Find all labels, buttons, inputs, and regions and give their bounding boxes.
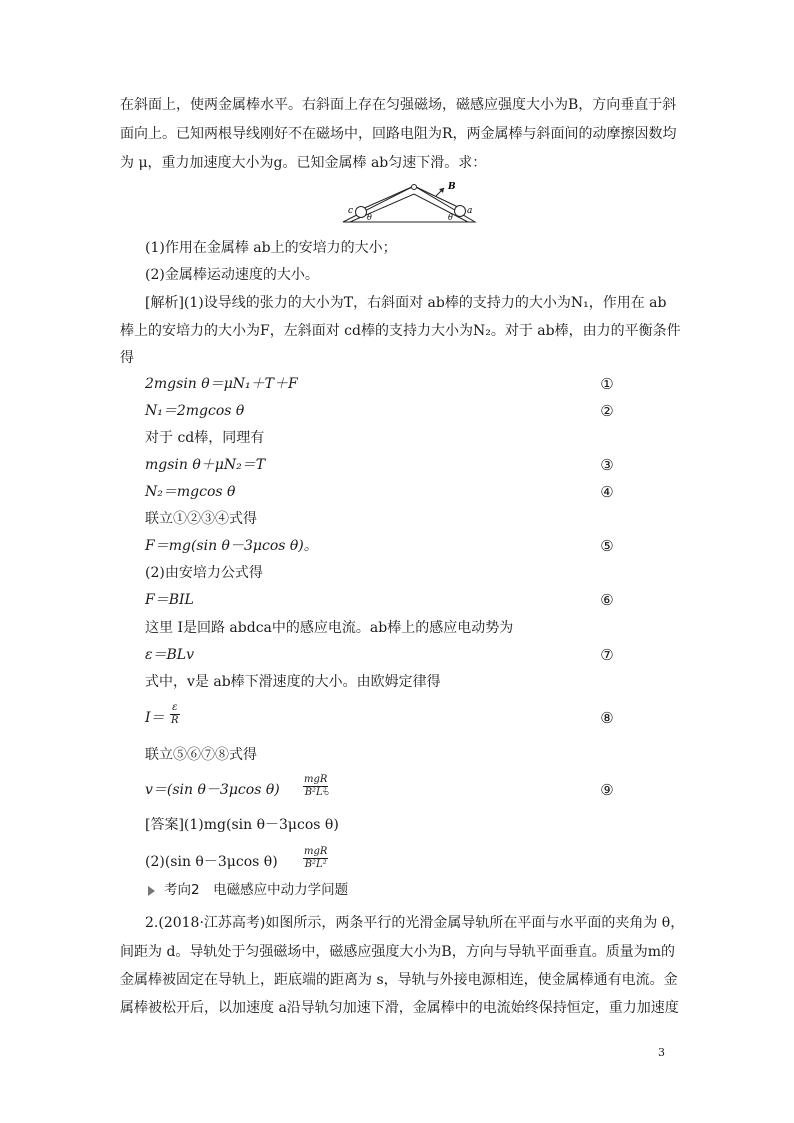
equation-8-lhs: I＝	[145, 710, 165, 726]
label-theta-left: θ	[367, 213, 372, 222]
analysis-line-2: 棒上的安培力的大小为F，左斜面对 cd棒的支持力大小为N₂。对于 ab棒，由力的平衡条件	[120, 323, 681, 339]
label-theta-right: θ	[448, 213, 453, 222]
equation-4: N₂＝mgcos θ	[145, 484, 236, 500]
marker-6: ⑥	[600, 591, 614, 609]
marker-9: ⑨	[600, 781, 614, 799]
equation-2: N₁＝2mgcos θ	[145, 403, 245, 419]
incline-diagram	[340, 176, 480, 228]
question-1: (1)作用在金属棒 ab上的安培力的大小；	[145, 240, 397, 256]
answer-denominator: B²L²	[304, 859, 327, 870]
label-B: B	[448, 182, 456, 192]
page-number: 3	[658, 1046, 665, 1059]
problem2-line-1: 2.(2018·江苏高考)如图所示，两条平行的光滑金属导轨所在平面与水平面的夹角为 θ，	[145, 915, 685, 931]
section-arrow-icon	[148, 886, 155, 896]
marker-7: ⑦	[600, 646, 614, 664]
problem2-line-3: 金属棒被固定在导轨上，距底端的距离为 s，导轨与外接电源相连，使金属棒通有电流。金	[120, 972, 678, 988]
equation-6: F＝BIL	[145, 592, 194, 608]
rod-cd	[356, 207, 367, 218]
intro-line-2: 面向上。已知两根导线刚好不在磁场中，回路电阻为R，两金属棒与斜面间的动摩擦因数均	[120, 126, 677, 142]
text-combine-1: 联立①②③④式得	[145, 511, 257, 527]
text-speed: 式中，v是 ab棒下滑速度的大小。由欧姆定律得	[145, 674, 441, 690]
equation-9-lhs: v＝(sin θ－3μcos θ)	[145, 782, 280, 798]
equation-9-denominator: B²L²	[304, 787, 327, 798]
intro-line-3: 为 μ，重力加速度大小为g。已知金属棒 ab匀速下滑。求：	[120, 155, 487, 171]
equation-8-numerator: ε	[170, 702, 180, 715]
answer-line-1: [答案](1)mg(sin θ－3μcos θ)	[145, 817, 339, 833]
section-title: 考向2 电磁感应中动力学问题	[164, 882, 349, 898]
text-current: 这里 I是回路 abdca中的感应电流。ab棒上的感应电动势为	[145, 620, 514, 636]
equation-9-end: 。	[324, 782, 338, 798]
label-c: c	[348, 206, 354, 216]
equation-3: mgsin θ＋μN₂＝T	[145, 457, 266, 473]
equation-5: F＝mg(sin θ－3μcos θ)。	[145, 538, 318, 554]
equation-7: ε＝BLv	[145, 647, 195, 663]
label-a: a	[467, 206, 473, 216]
marker-4: ④	[600, 483, 614, 501]
marker-2: ②	[600, 402, 614, 420]
answer-line-2-lhs: (2)(sin θ－3μcos θ)	[145, 854, 278, 870]
pulley	[412, 185, 417, 190]
question-2: (2)金属棒运动速度的大小。	[145, 267, 319, 283]
marker-5: ⑤	[600, 537, 614, 555]
problem2-line-2: 间距为 d。导轨处于匀强磁场中，磁感应强度大小为B，方向与导轨平面垂直。质量为m的	[120, 944, 675, 960]
analysis-line-1: [解析](1)设导线的张力的大小为T，右斜面对 ab棒的支持力的大小为N₁，作用在 ab	[145, 295, 667, 311]
marker-3: ③	[600, 456, 614, 474]
equation-8-fraction	[170, 702, 180, 727]
text-part-2: (2)由安培力公式得	[145, 565, 263, 581]
text-cd: 对于 cd棒，同理有	[145, 430, 265, 446]
marker-8: ⑧	[600, 709, 614, 727]
rod-ab	[455, 206, 466, 217]
answer-numerator: mgR	[304, 846, 328, 857]
problem2-line-4: 属棒被松开后，以加速度 a沿导轨匀加速下滑，金属棒中的电流始终保持恒定，重力加速度	[120, 1000, 679, 1016]
text-combine-2: 联立⑤⑥⑦⑧式得	[145, 747, 257, 763]
equation-9-numerator: mgR	[304, 774, 328, 785]
analysis-line-3: 得	[120, 350, 134, 366]
marker-1: ①	[600, 375, 614, 393]
equation-1: 2mgsin θ＝μN₁＋T＋F	[145, 376, 298, 392]
intro-line-1: 在斜面上，使两金属棒水平。右斜面上存在匀强磁场，磁感应强度大小为B，方向垂直于斜	[120, 97, 677, 113]
answer-fraction	[303, 846, 328, 871]
equation-8-denominator: R	[171, 715, 179, 726]
